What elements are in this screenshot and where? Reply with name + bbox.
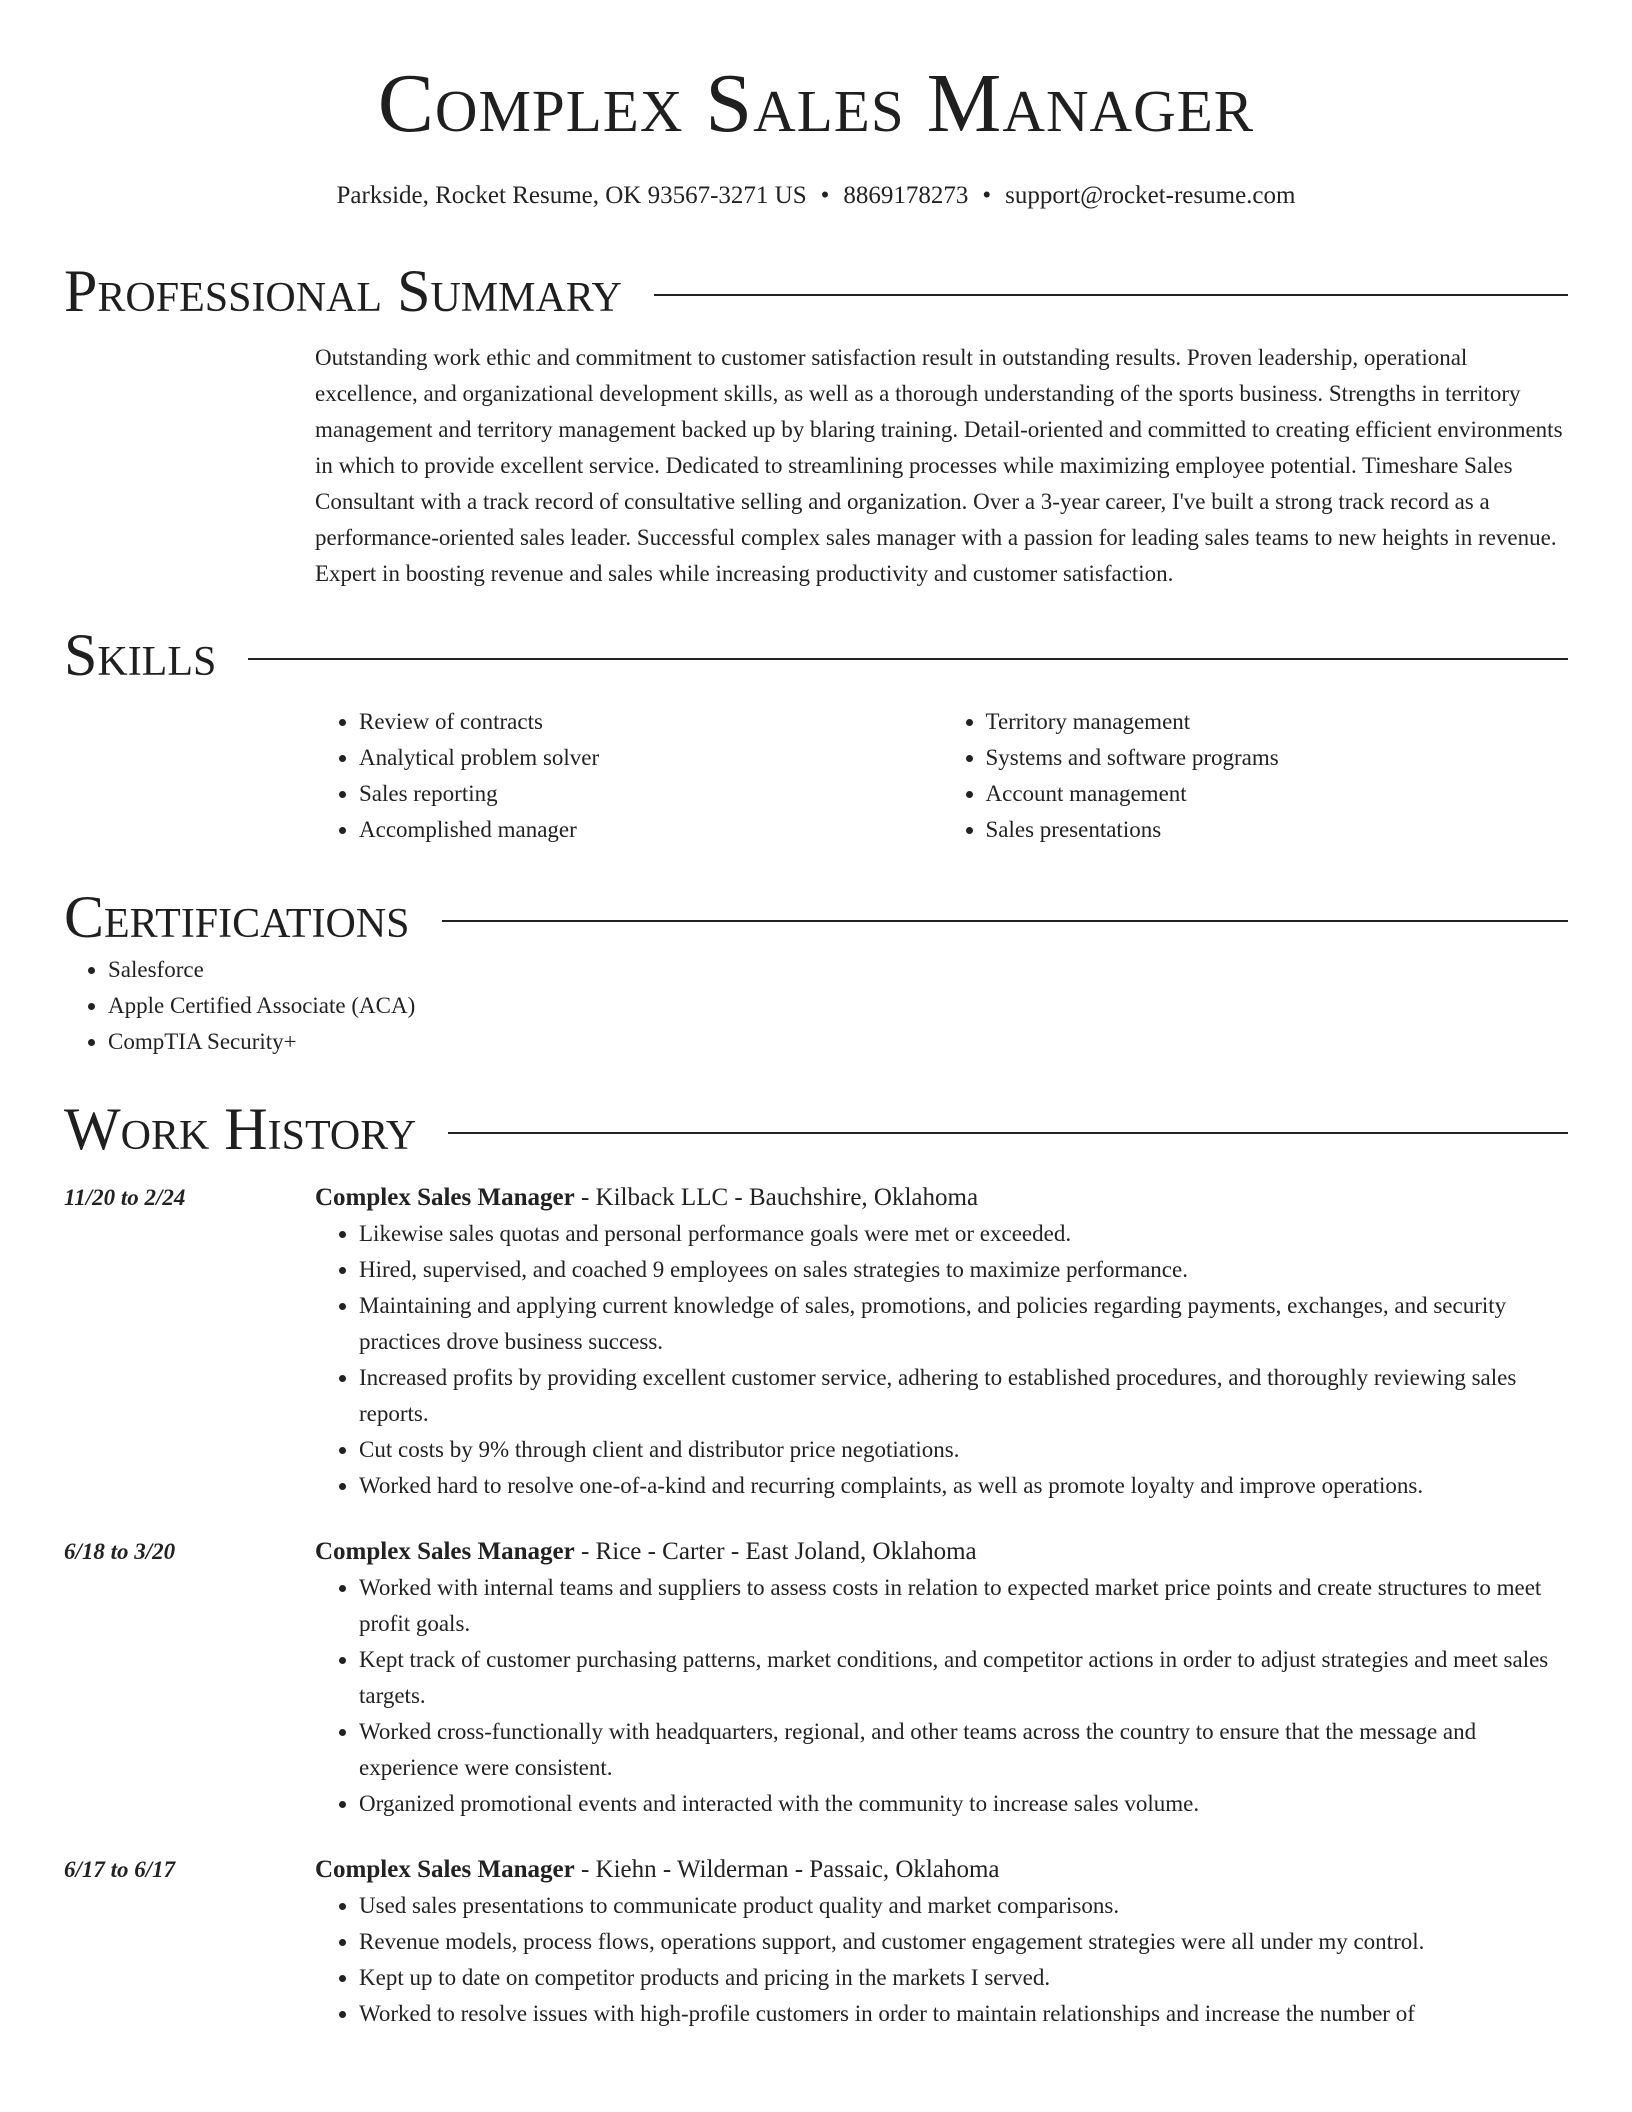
skills-column-right (942, 704, 1569, 848)
skill-item: • Review of contracts (359, 704, 942, 740)
job-bullet: • Worked cross-functionally with headquarters, regional, and other teams across the country to ensure that the message and experience were consistent. (359, 1714, 1568, 1786)
job-bullet: • Worked with internal teams and suppliers to assess costs in relation to expected market price points and create structures to meet profit goals. (359, 1570, 1568, 1642)
summary-section-title: Professional Summary (64, 258, 622, 324)
job-entry (64, 1852, 1568, 2032)
job-heading (315, 1180, 1568, 1216)
separator-dot: • (982, 182, 992, 209)
job-bullet: • Hired, supervised, and coached 9 employees on sales strategies to maximize performance. (359, 1252, 1568, 1288)
certifications-list (64, 952, 1568, 1060)
certification-item: • Apple Certified Associate (ACA) (108, 988, 1568, 1024)
job-bullet: • Cut costs by 9% through client and distributor price negotiations. (359, 1432, 1568, 1468)
job-title: Complex Sales Manager (315, 1184, 575, 1211)
job-responsibilities (315, 1216, 1568, 1504)
job-bullet: • Likewise sales quotas and personal performance goals were met or exceeded. (359, 1216, 1568, 1252)
address: Parkside, Rocket Resume, OK 93567-3271 US (336, 182, 807, 209)
contact-line (64, 180, 1568, 212)
summary-text: Outstanding work ethic and commitment to customer satisfaction result in outstanding results. Proven leadership, operational excellence, and organizational development skills, as well as a thorough understanding of the sports business. Strengths in territory management and territory management backed up by blaring training. Detail-oriented and committed to creating efficient environments in which to provide excellent service. Dedicated to streamlining processes while maximizing employee potential. Timeshare Sales Consultant with a track record of consultative selling and organization. Over a 3-year career, I've built a strong track record as a performance-oriented sales leader. Successful complex sales manager with a passion for leading sales teams to new heights in revenue. Expert in boosting revenue and sales while increasing productivity and customer satisfaction. (315, 345, 1563, 586)
job-entry (64, 1180, 1568, 1504)
resume-page (64, 0, 1568, 2112)
email-address: support@rocket-resume.com (1005, 182, 1296, 209)
job-bullet: • Revenue models, process flows, operations support, and customer engagement strategies were all under my control. (359, 1924, 1568, 1960)
job-dates: 6/17 to 6/17 (64, 1857, 176, 1882)
certifications-section-header (64, 882, 1568, 952)
job-heading (315, 1534, 1568, 1570)
skills-column-left (315, 704, 942, 848)
skills-section-header (64, 620, 1568, 690)
certification-item: • CompTIA Security+ (108, 1024, 1568, 1060)
skill-item: • Systems and software programs (986, 740, 1569, 776)
job-bullet: • Used sales presentations to communicate product quality and market comparisons. (359, 1888, 1568, 1924)
job-dates: 6/18 to 3/20 (64, 1539, 176, 1564)
skill-item: • Account management (986, 776, 1569, 812)
job-bullet: • Worked to resolve issues with high-profile customers in order to maintain relationships and increase the number of (359, 1996, 1568, 2032)
job-bullet: • Maintaining and applying current knowledge of sales, promotions, and policies regarding payments, exchanges, and security practices drove business success. (359, 1288, 1568, 1360)
job-dates: 11/20 to 2/24 (64, 1185, 186, 1210)
phone-number: 8869178273 (843, 182, 969, 209)
job-bullet: • Kept up to date on competitor products and pricing in the markets I served. (359, 1960, 1568, 1996)
job-company: - Rice - Carter - East Joland, Oklahoma (574, 1538, 977, 1565)
job-bullet: • Increased profits by providing excellent customer service, adhering to established procedures, and thoroughly reviewing sales reports. (359, 1360, 1568, 1432)
skills-list (315, 704, 1568, 848)
job-responsibilities (315, 1888, 1568, 2032)
candidate-name: Complex Sales Manager (377, 57, 1255, 150)
certifications-section-title: Certifications (64, 884, 410, 950)
section-divider (654, 294, 1568, 296)
job-heading (315, 1852, 1568, 1888)
job-title: Complex Sales Manager (315, 1856, 575, 1883)
work-history-section-header (64, 1094, 1568, 1164)
skill-item: • Analytical problem solver (359, 740, 942, 776)
separator-dot: • (820, 182, 830, 209)
work-history-section-title: Work History (64, 1096, 417, 1162)
job-company: - Kilback LLC - Bauchshire, Oklahoma (574, 1184, 979, 1211)
section-divider (448, 1132, 1568, 1134)
skill-item: • Sales presentations (986, 812, 1569, 848)
section-divider (442, 920, 1568, 922)
section-divider (248, 658, 1568, 660)
skill-item: • Territory management (986, 704, 1569, 740)
job-responsibilities (315, 1570, 1568, 1822)
skill-item: • Accomplished manager (359, 812, 942, 848)
skill-item: • Sales reporting (359, 776, 942, 812)
summary-section-header (64, 256, 1568, 326)
job-bullet: • Kept track of customer purchasing patterns, market conditions, and competitor actions in order to adjust strategies and meet sales targets. (359, 1642, 1568, 1714)
job-title: Complex Sales Manager (315, 1538, 575, 1565)
job-bullet: • Organized promotional events and interacted with the community to increase sales volume. (359, 1786, 1568, 1822)
job-entry (64, 1534, 1568, 1822)
job-bullet: • Worked hard to resolve one-of-a-kind and recurring complaints, as well as promote loyalty and improve operations. (359, 1468, 1568, 1504)
summary-section (315, 340, 1568, 592)
job-company: - Kiehn - Wilderman - Passaic, Oklahoma (574, 1856, 1000, 1883)
certification-item: • Salesforce (108, 952, 1568, 988)
skills-section-title: Skills (64, 622, 217, 688)
